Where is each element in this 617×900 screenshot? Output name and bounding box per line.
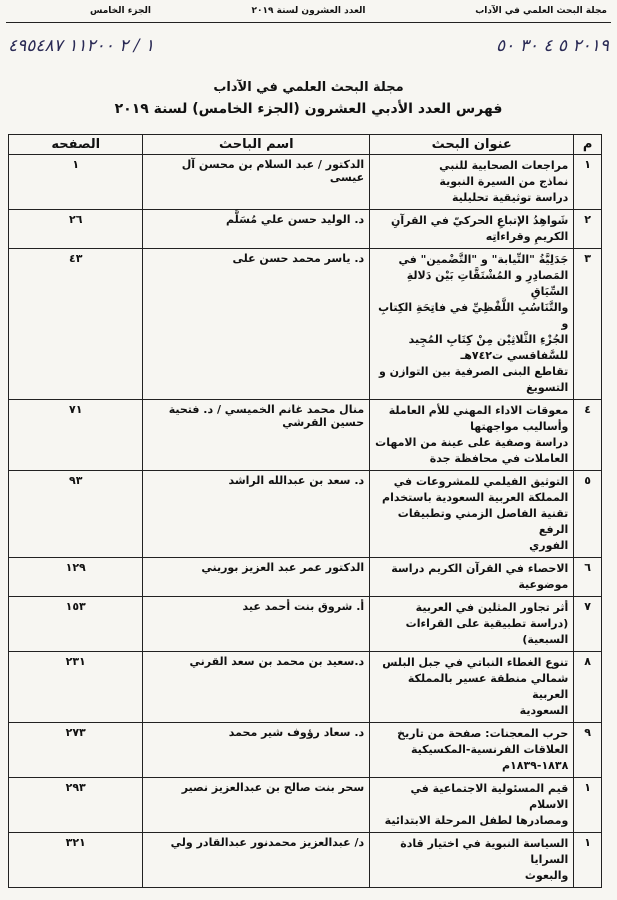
row-page: ٩٣	[9, 471, 143, 558]
table-row	[9, 249, 602, 400]
row-page: ٢٧٣	[9, 723, 143, 778]
header-part: الجزء الخامس	[90, 6, 151, 16]
table-row	[9, 558, 602, 597]
title-line: السبعية)	[522, 633, 569, 646]
page-title	[0, 80, 617, 117]
title-line: دراسة وصفية على عينة من الامهات	[375, 436, 569, 449]
row-author: د. سعاد رؤوف شير محمد	[143, 723, 370, 778]
title-line: معوقات الاداء المهني للأم العاملة	[388, 404, 569, 417]
row-author: أ. شروق بنت أحمد عيد	[143, 597, 370, 652]
title-line: تنوع الغطاء النباتي في جبل البلس	[382, 656, 569, 669]
title-line: جَدَلِيَّةُ "النِّيابة" و "التَّضْمين" في	[398, 253, 569, 266]
title-line: موضوعية	[518, 578, 569, 591]
title-line: تقنية الفاصل الزمني وتطبيقات الرفع	[397, 507, 569, 536]
title-line: نماذج من السيرة النبوية	[439, 175, 569, 188]
row-number: ١	[574, 833, 602, 888]
row-page: ٣٢١	[9, 833, 143, 888]
row-page: ٤٣	[9, 249, 143, 400]
title-line: قيم المسئولية الاجتماعية في الاسلام	[410, 782, 569, 811]
title-line: المملكة العربية السعودية باستخدام	[382, 491, 569, 504]
row-author: د/ عبدالعزيز محمدنور عبدالقادر ولي	[143, 833, 370, 888]
row-author: منال محمد غانم الخميسي / د. فتحية حسين القرشي	[143, 400, 370, 471]
row-title	[370, 778, 574, 833]
title-line: أثر تجاور المثلين في العربية	[415, 601, 569, 614]
row-number: ٤	[574, 400, 602, 471]
header-page: الصفحه	[9, 135, 143, 155]
handwritten-date: ٢٠١٩ ٥ ٤ ٣٠ ٥٠	[496, 36, 609, 56]
title-line: المَصادِرِ و المُشْتَقَّاتِ بَيْن دَلالةِ السِّيَاقِ	[406, 269, 569, 298]
row-author: د. سعد بن عبدالله الراشد	[143, 471, 370, 558]
row-page: ٧١	[9, 400, 143, 471]
index-rows	[9, 155, 602, 888]
row-title	[370, 652, 574, 723]
row-page: ١٢٩	[9, 558, 143, 597]
row-title	[370, 723, 574, 778]
title-line: للسَّفاقسي ت٧٤٢هـ	[460, 349, 569, 362]
row-title	[370, 597, 574, 652]
header-journal-name: مجلة البحث العلمي في الآداب	[475, 6, 607, 16]
table-header-row	[9, 135, 602, 155]
row-page: ٢٩٣	[9, 778, 143, 833]
row-number: ٧	[574, 597, 602, 652]
header-title: عنوان البحث	[370, 135, 574, 155]
table-row	[9, 155, 602, 210]
row-author: الدكتور عمر عبد العزيز بوريني	[143, 558, 370, 597]
table-row	[9, 400, 602, 471]
title-line: العلاقات الفرنسية-المكسيكية	[411, 743, 569, 756]
title-line: دراسة توثيقية تحليلية	[452, 191, 569, 204]
title-line: ١٨٣٨-١٨٣٩م	[501, 759, 569, 772]
title-line: ومصادرها لطفل المرحلة الابتدائية	[384, 814, 569, 827]
row-number: ٢	[574, 210, 602, 249]
index-table	[8, 134, 602, 888]
title-line: شمالي منطقة عسير بالمملكة العربية	[407, 672, 569, 701]
row-author: سحر بنت صالح بن عبدالعزيز نصير	[143, 778, 370, 833]
row-title	[370, 558, 574, 597]
row-page: ٢٦	[9, 210, 143, 249]
title-journal: مجلة البحث العلمي في الآداب	[213, 80, 404, 95]
row-author: د.سعيد بن محمد بن سعد القرني	[143, 652, 370, 723]
title-line: حرب المعجنات: صفحة من تاريخ	[397, 727, 569, 740]
table-row	[9, 652, 602, 723]
running-header	[10, 6, 607, 20]
row-number: ٨	[574, 652, 602, 723]
row-number: ١	[574, 155, 602, 210]
table-row	[9, 471, 602, 558]
row-number: ٥	[574, 471, 602, 558]
row-page: ١	[9, 155, 143, 210]
title-line: العاملات في محافظة جدة	[429, 452, 569, 465]
row-number: ٣	[574, 249, 602, 400]
title-line: تقاطع البنى الصرفية بين التوازن و	[379, 365, 569, 378]
title-line: والتَّنَاسُبِ اللَّفْظِيِّ في فاتِحَةِ الكِتابِ و	[378, 301, 569, 330]
row-title	[370, 400, 574, 471]
row-title	[370, 471, 574, 558]
table-row	[9, 778, 602, 833]
header-author: اسم الباحث	[143, 135, 370, 155]
row-author: الدكتور / عبد السلام بن محسن آل عيسى	[143, 155, 370, 210]
title-line: التوثيق الفيلمي للمشروعات في	[393, 475, 569, 488]
row-page: ١٥٣	[9, 597, 143, 652]
row-author: د. الوليد حسن علي مُسَلَّم	[143, 210, 370, 249]
row-title	[370, 210, 574, 249]
title-line: الكريمِ وقراءاتِه	[485, 230, 569, 243]
row-author: د. ياسر محمد حسن على	[143, 249, 370, 400]
title-line: (دراسة تطبيقية على القراءات	[405, 617, 569, 630]
row-page: ٢٣١	[9, 652, 143, 723]
title-line: وأساليب مواجهتها	[470, 420, 569, 433]
table-row	[9, 597, 602, 652]
row-title	[370, 249, 574, 400]
row-number: ١	[574, 778, 602, 833]
title-line: شَواهِدُ الإتباعِ الحركيّ في القرآنِ	[390, 214, 569, 227]
title-line: والبعوث	[524, 869, 569, 882]
title-line: السياسة النبوية في اختيار قادة السرايا	[400, 837, 569, 866]
title-line: الجُزْءِ الثَّلاثِيْن مِنْ كِتَابِ المُجِيد	[408, 333, 569, 346]
title-line: التسويغ	[526, 381, 569, 394]
header-num: م	[574, 135, 602, 155]
title-index: فهرس العدد الأدبي العشرون (الجزء الخامس) لسنة ٢٠١٩	[114, 101, 503, 117]
title-line: مراجعات الصحابية للنبي	[439, 159, 569, 172]
handwritten-annotation	[8, 30, 609, 64]
row-title	[370, 155, 574, 210]
table-row	[9, 833, 602, 888]
title-line: الاحصاء في القرآن الكريم دراسة	[391, 562, 569, 575]
row-number: ٩	[574, 723, 602, 778]
title-line: الفوري	[529, 539, 569, 552]
header-issue: العدد العشرون لسنة ٢٠١٩	[251, 6, 366, 16]
handwritten-reference: ١ / ٢ ١١٢٠٠ ٤٩٥٤٨٧	[8, 36, 155, 56]
header-divider	[6, 22, 611, 23]
row-title	[370, 833, 574, 888]
row-number: ٦	[574, 558, 602, 597]
title-line: السعودية	[519, 704, 569, 717]
table-row	[9, 210, 602, 249]
table-row	[9, 723, 602, 778]
